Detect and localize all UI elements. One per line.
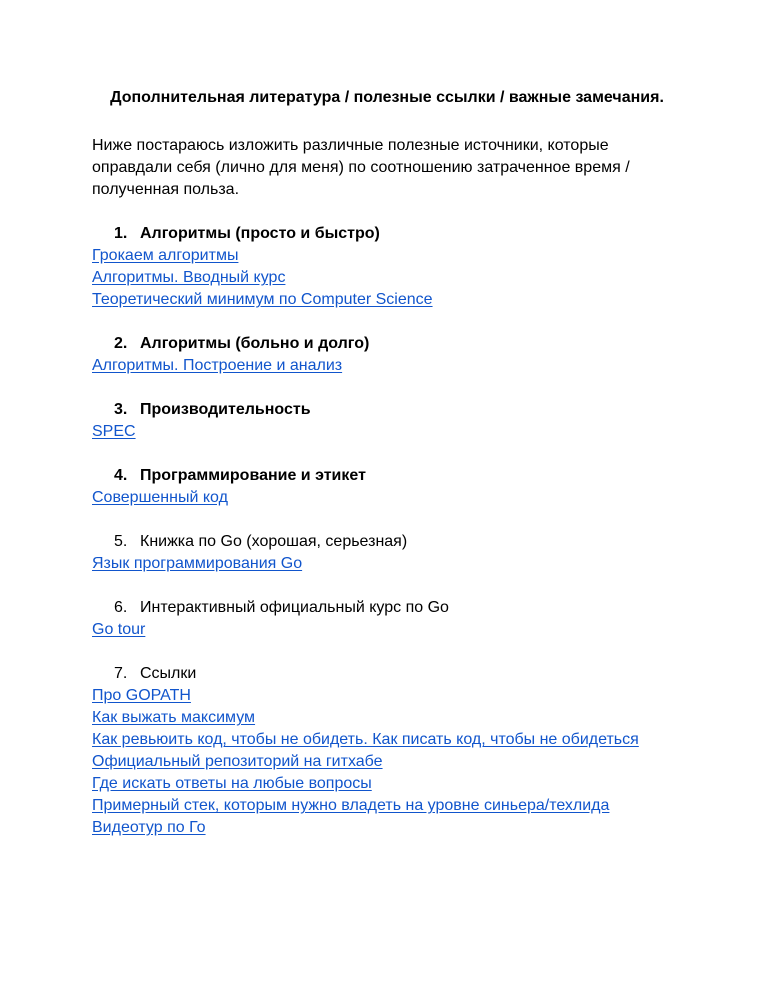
section-programming-etiquette bbox=[92, 465, 682, 509]
link-gopath[interactable]: Про GOPATH bbox=[92, 687, 191, 704]
link-code-review[interactable]: Как ревьюить код, чтобы не обидеть. Как писать код, чтобы не обидеться bbox=[92, 731, 639, 748]
link-answers[interactable]: Где искать ответы на любые вопросы bbox=[92, 775, 372, 792]
link-clrs[interactable]: Алгоритмы. Построение и анализ bbox=[92, 357, 343, 374]
section-heading: Интерактивный официальный курс по Go bbox=[140, 599, 449, 616]
link-senior-stack[interactable]: Примерный стек, которым нужно владеть на уровне синьера/техлида bbox=[92, 797, 610, 814]
section-number: 3. bbox=[114, 401, 128, 418]
section-heading: Производительность bbox=[140, 401, 311, 418]
link-video-tour[interactable]: Видеотур по Го bbox=[92, 819, 206, 836]
section-heading: Алгоритмы (больно и долго) bbox=[140, 335, 370, 352]
section-algorithms-fast bbox=[92, 223, 682, 311]
section-heading: Ссылки bbox=[140, 665, 197, 682]
section-heading: Программирование и этикет bbox=[140, 467, 366, 484]
section-go-course bbox=[92, 597, 682, 641]
section-heading: Алгоритмы (просто и быстро) bbox=[140, 225, 380, 242]
section-number: 6. bbox=[114, 599, 128, 616]
link-go-programming-language[interactable]: Язык программирования Go bbox=[92, 555, 303, 572]
section-number: 5. bbox=[114, 533, 128, 550]
section-performance bbox=[92, 399, 682, 443]
section-heading: Книжка по Go (хорошая, серьезная) bbox=[140, 533, 408, 550]
document-page bbox=[92, 87, 682, 839]
section-number: 7. bbox=[114, 665, 128, 682]
section-number: 2. bbox=[114, 335, 128, 352]
section-number: 1. bbox=[114, 225, 128, 242]
intro-paragraph: Ниже постараюсь изложить различные полезные источники, которые оправдали себя (лично для меня) по соотношению затраченное время / полученная польза. bbox=[92, 137, 630, 198]
section-algorithms-slow bbox=[92, 333, 682, 377]
section-go-book bbox=[92, 531, 682, 575]
link-get-maximum[interactable]: Как выжать максимум bbox=[92, 709, 256, 726]
link-code-complete[interactable]: Совершенный код bbox=[92, 489, 228, 506]
link-github-repo[interactable]: Официальный репозиторий на гитхабе bbox=[92, 753, 383, 770]
section-links bbox=[92, 663, 682, 839]
section-number: 4. bbox=[114, 467, 128, 484]
link-cs-minimum[interactable]: Теоретический минимум по Computer Science bbox=[92, 291, 433, 308]
link-go-tour[interactable]: Go tour bbox=[92, 621, 146, 638]
page-title: Дополнительная литература / полезные ссылки / важные замечания. bbox=[110, 89, 664, 106]
link-spec[interactable]: SPEC bbox=[92, 423, 136, 440]
link-grokking-algorithms[interactable]: Грокаем алгоритмы bbox=[92, 247, 239, 264]
link-algorithms-intro-course[interactable]: Алгоритмы. Вводный курс bbox=[92, 269, 286, 286]
